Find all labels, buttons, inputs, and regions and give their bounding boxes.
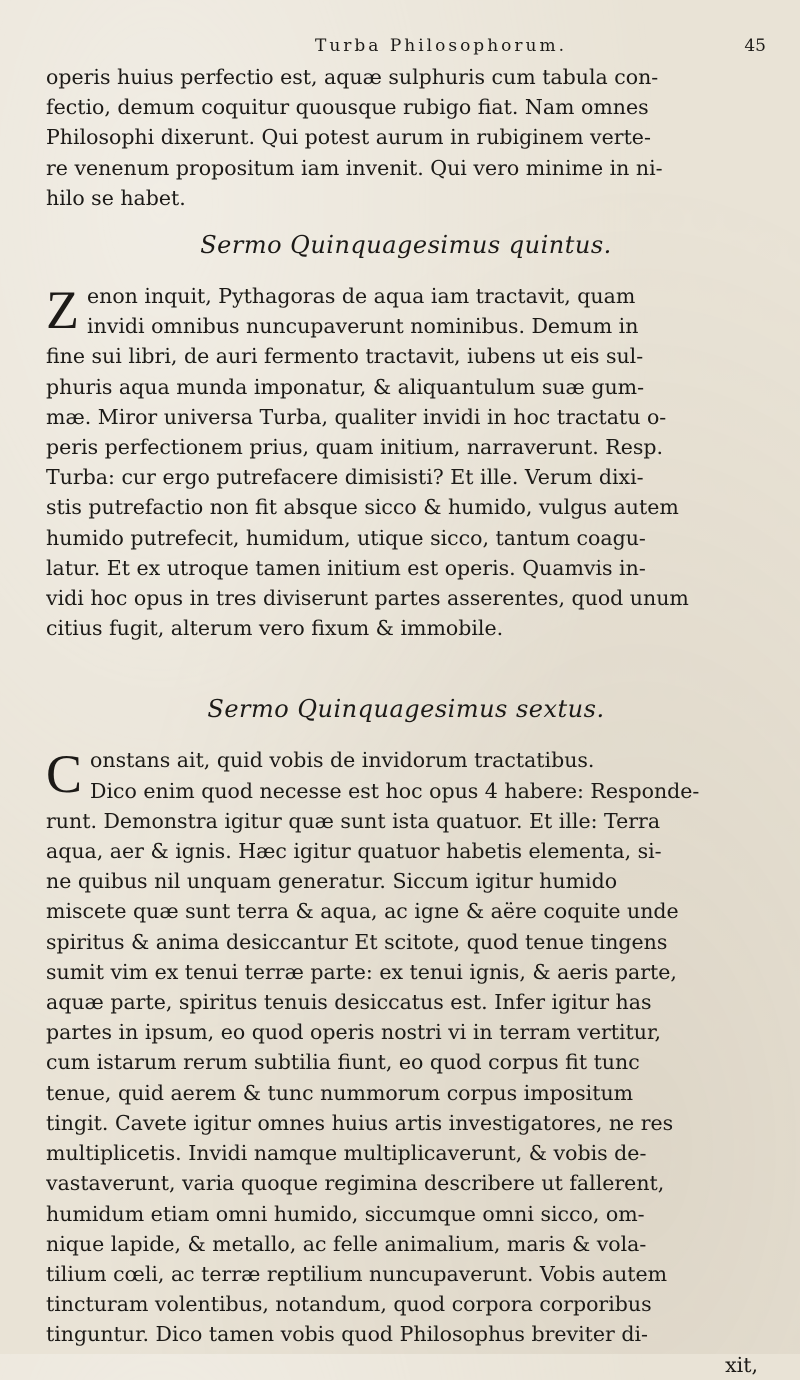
text-line: spiritus & anima desiccantur Et scitote, quod tenue tingens bbox=[46, 929, 668, 954]
text-line: tenue, quid aerem & tunc nummorum corpus impositum bbox=[46, 1080, 634, 1105]
section-heading: Sermo Quinquagesimus sextus. bbox=[207, 695, 605, 724]
text-line: vastaverunt, varia quoque regimina describere ut fallerent, bbox=[46, 1171, 665, 1196]
paragraph-sermo-56 bbox=[46, 745, 766, 1349]
text-line: enon inquit, Pythagoras de aqua iam tractavit, quam bbox=[87, 284, 636, 309]
text-line: onstans ait, quid vobis de invidorum tractatibus. bbox=[90, 748, 595, 773]
text-line: Philosophi dixerunt. Qui potest aurum in rubiginem verte- bbox=[46, 125, 651, 150]
text-line: mæ. Miror universa Turba, qualiter invidi in hoc tractatu o- bbox=[46, 404, 667, 429]
text-line: aquæ parte, spiritus tenuis desiccatus est. Infer igitur has bbox=[46, 990, 652, 1015]
text-line: miscete quæ sunt terra & aqua, ac igne & aëre coquite unde bbox=[46, 899, 679, 924]
text-line: tincturam volentibus, notandum, quod corpora corporibus bbox=[46, 1292, 652, 1317]
text-line: vidi hoc opus in tres diviserunt partes asserentes, quod unum bbox=[46, 586, 689, 611]
text-line: stis putrefactio non fit absque sicco & humido, vulgus autem bbox=[46, 495, 679, 520]
text-line: hilo se habet. bbox=[46, 185, 186, 210]
text-line: Turba: cur ergo putrefacere dimisisti? Et ille. Verum dixi- bbox=[46, 465, 644, 490]
text-line: humido putrefecit, humidum, utique sicco, tantum coagu- bbox=[46, 525, 646, 550]
text-line: operis huius perfectio est, aquæ sulphuris cum tabula con- bbox=[46, 65, 659, 89]
text-line: sumit vim ex tenui terræ parte: ex tenui ignis, & aeris parte, bbox=[46, 959, 677, 984]
text-line: invidi omnibus nuncupaverunt nominibus. Demum in bbox=[87, 314, 639, 339]
running-head bbox=[46, 36, 766, 62]
text-line: peris perfectionem prius, quam initium, narraverunt. Resp. bbox=[46, 435, 664, 460]
text-line: tilium cœli, ac terræ reptilium nuncupaverunt. Vobis autem bbox=[46, 1261, 668, 1286]
book-page bbox=[46, 36, 766, 1380]
text-line: latur. Et ex utroque tamen initium est operis. Quamvis in- bbox=[46, 555, 646, 580]
paragraph-sermo-55 bbox=[46, 281, 766, 643]
text-line: re venenum propositum iam invenit. Qui vero minime in ni- bbox=[46, 155, 663, 180]
running-title: Turba Philosophorum. bbox=[315, 36, 567, 56]
text-line: multiplicetis. Invidi namque multiplicaverunt, & vobis de- bbox=[46, 1141, 647, 1166]
drop-initial: C bbox=[46, 744, 83, 805]
text-line: ne quibus nil unquam generatur. Siccum igitur humido bbox=[46, 869, 618, 894]
text-line: runt. Demonstra igitur quæ sunt ista quatuor. Et ille: Terra bbox=[46, 808, 661, 833]
paragraph-continuation bbox=[46, 62, 766, 213]
text-line: phuris aqua munda imponatur, & aliquantulum suæ gum- bbox=[46, 374, 645, 399]
catchword: xit, bbox=[725, 1352, 758, 1377]
text-line: aqua, aer & ignis. Hæc igitur quatuor habetis elementa, si- bbox=[46, 839, 662, 864]
drop-initial: Z bbox=[46, 280, 79, 341]
text-line: Dico enim quod necesse est hoc opus 4 habere: Responde- bbox=[90, 778, 700, 803]
text-line: fectio, demum coquitur quousque rubigo fiat. Nam omnes bbox=[46, 95, 649, 120]
text-line: partes in ipsum, eo quod operis nostri vi in terram vertitur, bbox=[46, 1020, 662, 1045]
page-number: 45 bbox=[744, 36, 766, 56]
text-line: cum istarum rerum subtilia fiunt, eo quod corpus fit tunc bbox=[46, 1050, 640, 1075]
text-line: tinguntur. Dico tamen vobis quod Philosophus breviter di- bbox=[46, 1322, 648, 1347]
text-line: humidum etiam omni humido, siccumque omni sicco, om- bbox=[46, 1201, 645, 1226]
section-heading: Sermo Quinquagesimus quintus. bbox=[200, 231, 612, 260]
text-line: citius fugit, alterum vero fixum & immobile. bbox=[46, 616, 504, 641]
text-line: nique lapide, & metallo, ac felle animalium, maris & vola- bbox=[46, 1231, 647, 1256]
text-line: tingit. Cavete igitur omnes huius artis investigatores, ne res bbox=[46, 1110, 674, 1135]
spacer bbox=[46, 643, 766, 677]
text-line: fine sui libri, de auri fermento tractavit, iubens ut eis sul- bbox=[46, 344, 644, 369]
